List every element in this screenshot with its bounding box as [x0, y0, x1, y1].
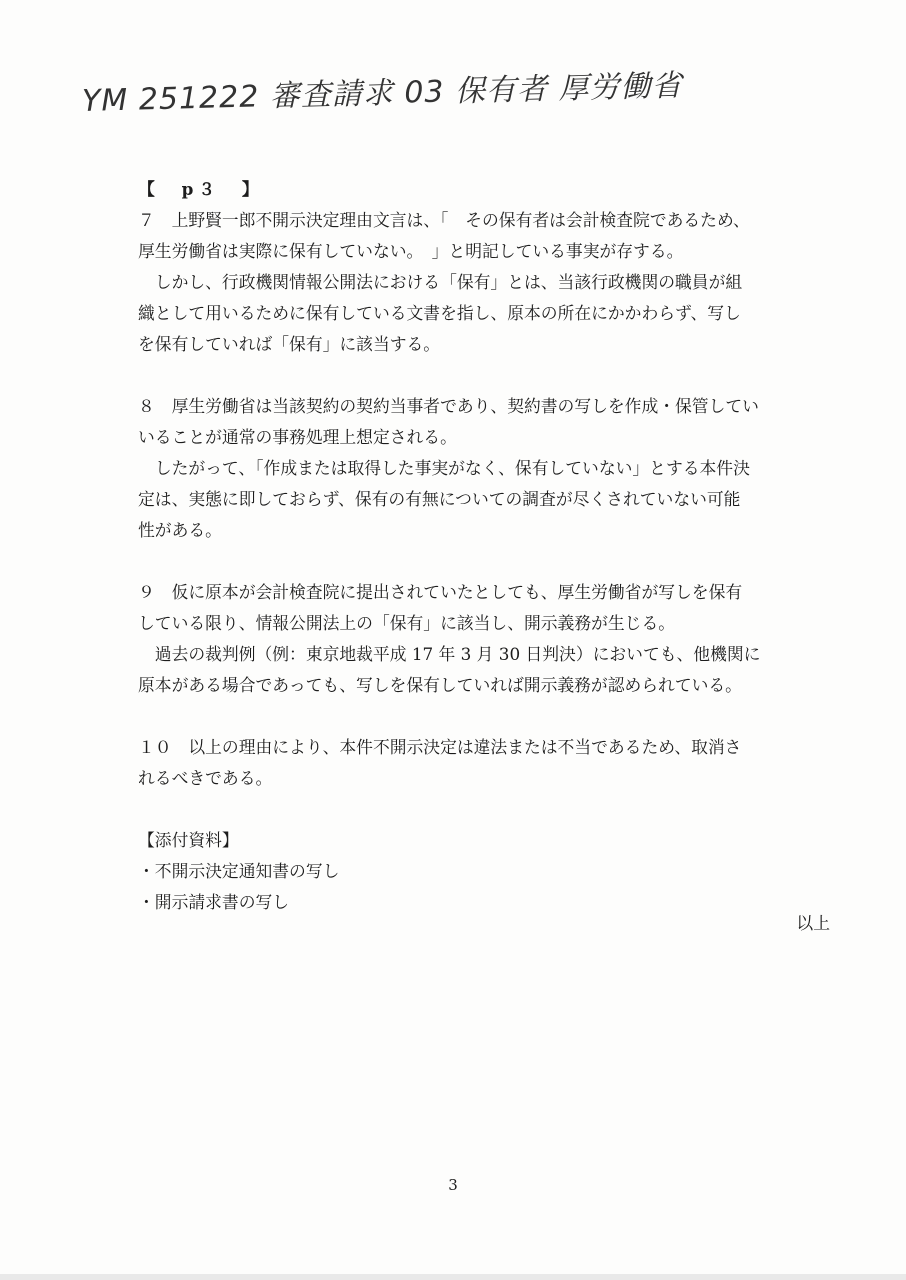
attachments-title: 【添付資料】 [138, 830, 239, 850]
paragraph-9-line-1: ９ 仮に原本が会計検査院に提出されていたとしても、厚生労働省が写しを保有 [138, 582, 743, 602]
paragraph-8-line-2: いることが通常の事務処理上想定される。 [138, 427, 457, 447]
paragraph-7b-line-3: を保有していれば「保有」に該当する。 [138, 334, 441, 354]
paragraph-gap [138, 701, 838, 732]
paragraph-gap [138, 794, 838, 825]
attachment-item: ・不開示決定通知書の写し [138, 861, 340, 881]
section-marker: 【 p３ 】 [138, 179, 264, 199]
scan-edge [0, 1274, 906, 1280]
closing-mark: 以上 [796, 913, 830, 933]
paragraph-9b-line-1: 過去の裁判例（例：東京地裁平成 17 年 3 月 30 日判決）においても、他機関に [154, 644, 761, 664]
page-number: 3 [448, 1176, 458, 1194]
paragraph-7b-line-1: しかし、行政機関情報公開法における「保有」とは、当該行政機関の職員が組 [154, 272, 743, 292]
paragraph-7-line-2: 厚生労働省は実際に保有していない。 」と明記している事実が存する。 [138, 241, 684, 261]
paragraph-8b-line-3: 性がある。 [138, 520, 222, 540]
paragraph-7b-line-2: 織として用いるために保有している文書を指し、原本の所在にかかわらず、写し [138, 303, 741, 323]
handwritten-note: YM 251222 審査請求 03 保有者 厚労働省 [81, 68, 683, 119]
paragraph-9b-line-2: 原本がある場合であっても、写しを保有していれば開示義務が認められている。 [138, 675, 742, 695]
paragraph-8b-line-1: したがって、「作成または取得した事実がなく、保有していない」とする本件決 [154, 458, 750, 478]
paragraph-gap [138, 360, 838, 391]
attachment-item: ・開示請求書の写し [138, 892, 290, 912]
paragraph-7-line-1: ７ 上野賢一郎不開示決定理由文言は、「 その保有者は会計検査院であるため、 [138, 210, 750, 230]
paragraph-8-line-1: ８ 厚生労働省は当該契約の契約当事者であり、契約書の写しを作成・保管してい [138, 396, 759, 416]
paragraph-gap [138, 546, 838, 577]
document-body [138, 174, 838, 918]
paragraph-10-line-2: れるべきである。 [138, 768, 273, 788]
paragraph-8b-line-2: 定は、実態に即しておらず、保有の有無についての調査が尽くされていない可能 [138, 489, 741, 509]
paragraph-10-line-1: １０ 以上の理由により、本件不開示決定は違法または不当であるため、取消さ [138, 737, 742, 757]
paragraph-9-line-2: している限り、情報公開法上の「保有」に該当し、開示義務が生じる。 [138, 613, 676, 633]
